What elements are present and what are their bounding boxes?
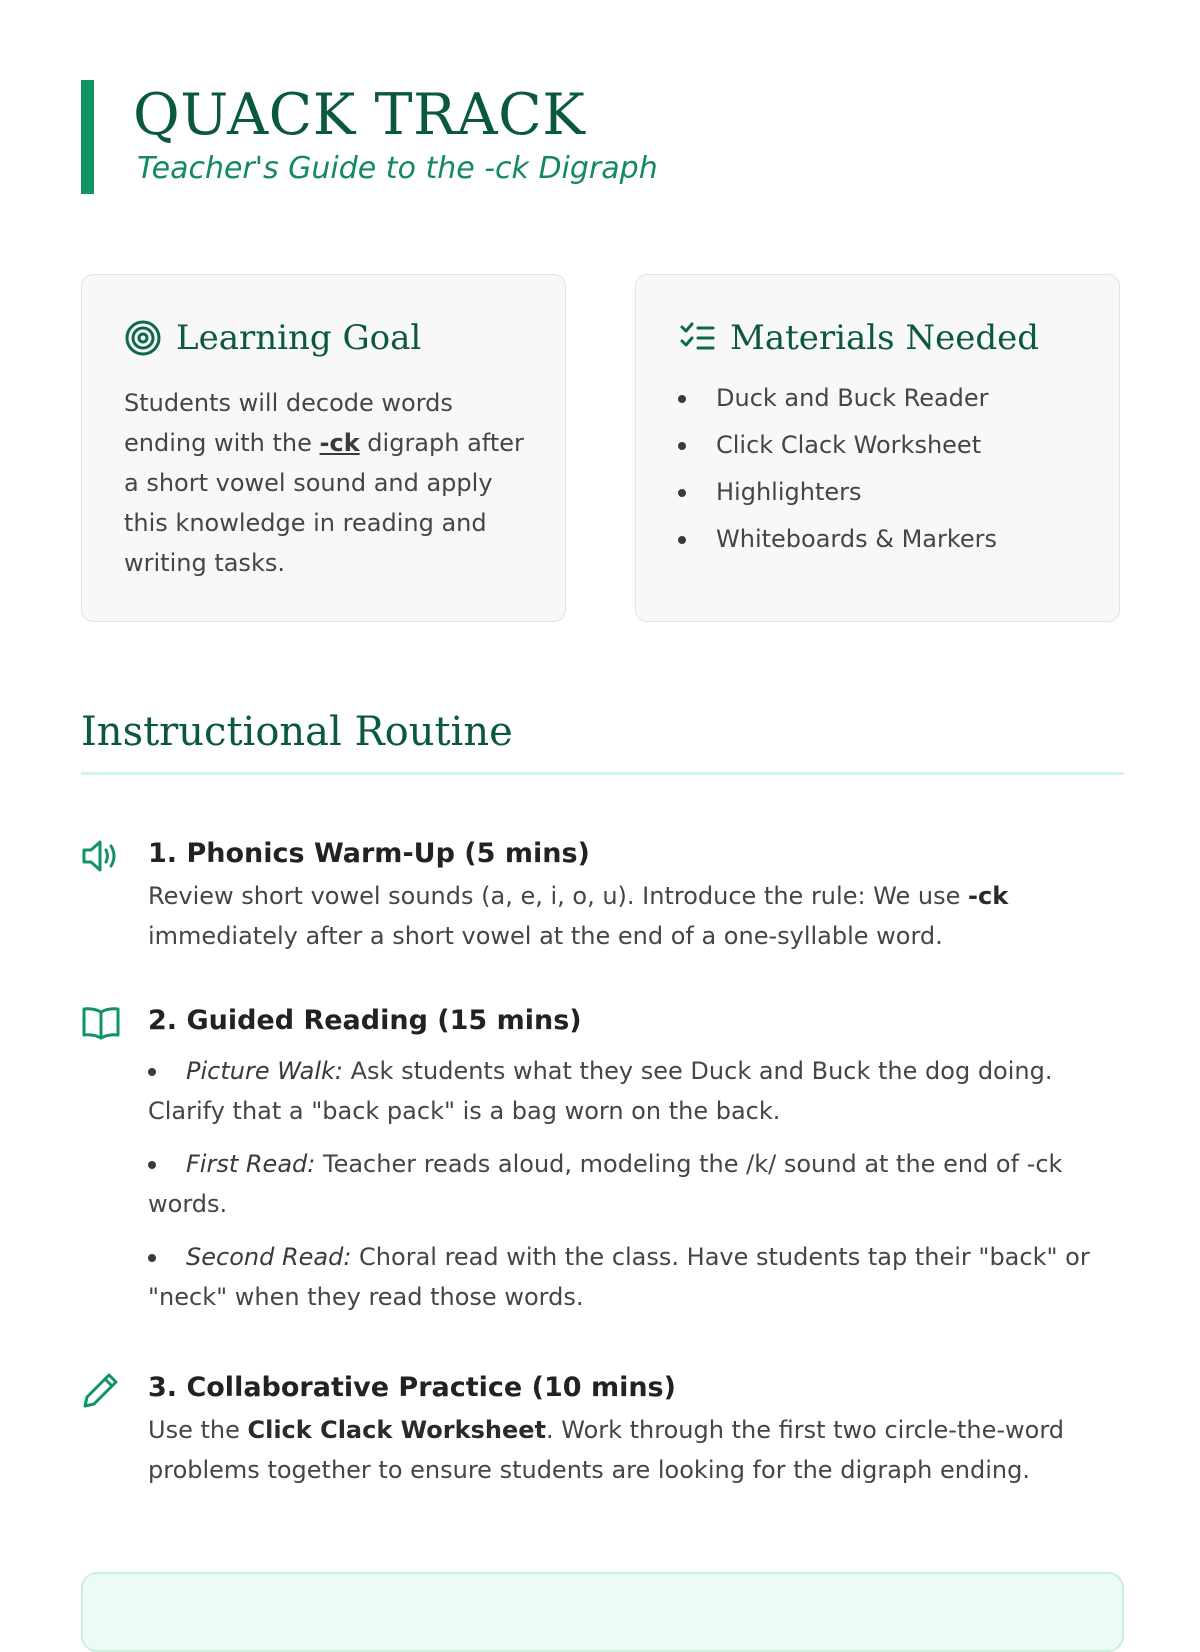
- section-title: Instructional Routine: [81, 709, 513, 755]
- list-item: Whiteboards & Markers: [678, 524, 997, 571]
- learning-goal-text: Students will decode words ending with the -ck digraph after a short vowel sound and apply this knowledge in reading and writing tasks.: [124, 389, 524, 577]
- materials-title: Materials Needed: [730, 318, 1040, 358]
- step-text: Use the Click Clack Worksheet. Work through the first two circle-the-word problems together to ensure students are looking for the digraph ending.: [148, 1416, 1064, 1484]
- header-accent-bar: [81, 80, 94, 194]
- page-header: [81, 80, 981, 194]
- materials-list: [678, 383, 997, 571]
- list-item: First Read: Teacher reads aloud, modeling the /k/ sound at the end of -ck words.: [148, 1144, 1108, 1224]
- step-title: 3. Collaborative Practice (10 mins): [148, 1372, 676, 1403]
- pencil-icon: [81, 1370, 121, 1410]
- step-title: 1. Phonics Warm-Up (5 mins): [148, 838, 590, 869]
- materials-card: [635, 274, 1120, 622]
- list-item: Highlighters: [678, 477, 997, 524]
- checklist-icon: [678, 319, 716, 357]
- target-icon: [124, 319, 162, 357]
- callout-box: [81, 1572, 1124, 1652]
- list-item: Click Clack Worksheet: [678, 430, 997, 477]
- learning-goal-card: [81, 274, 566, 622]
- ck-highlight: -ck: [319, 429, 360, 457]
- materials-header: [678, 317, 1039, 359]
- list-item: Duck and Buck Reader: [678, 383, 997, 430]
- section-divider: [81, 772, 1124, 775]
- step-title: 2. Guided Reading (15 mins): [148, 1005, 582, 1036]
- page-subtitle: Teacher's Guide to the -ck Digraph: [137, 151, 658, 186]
- guided-reading-list: [148, 1051, 1108, 1330]
- list-item: Second Read: Choral read with the class. Have students tap their "back" or "neck" when they read those words.: [148, 1237, 1108, 1317]
- step-text: Review short vowel sounds (a, e, i, o, u). Introduce the rule: We use -ck immediately after a short vowel at the end of a one-syllable word.: [148, 882, 1009, 950]
- open-book-icon: [81, 1003, 121, 1043]
- learning-goal-header: [124, 317, 421, 359]
- page-title: QUACK TRACK: [133, 82, 586, 148]
- speaker-icon: [81, 836, 121, 876]
- learning-goal-title: Learning Goal: [176, 318, 422, 358]
- list-item: Picture Walk: Ask students what they see Duck and Buck the dog doing. Clarify that a "back pack" is a bag worn on the back.: [148, 1051, 1108, 1131]
